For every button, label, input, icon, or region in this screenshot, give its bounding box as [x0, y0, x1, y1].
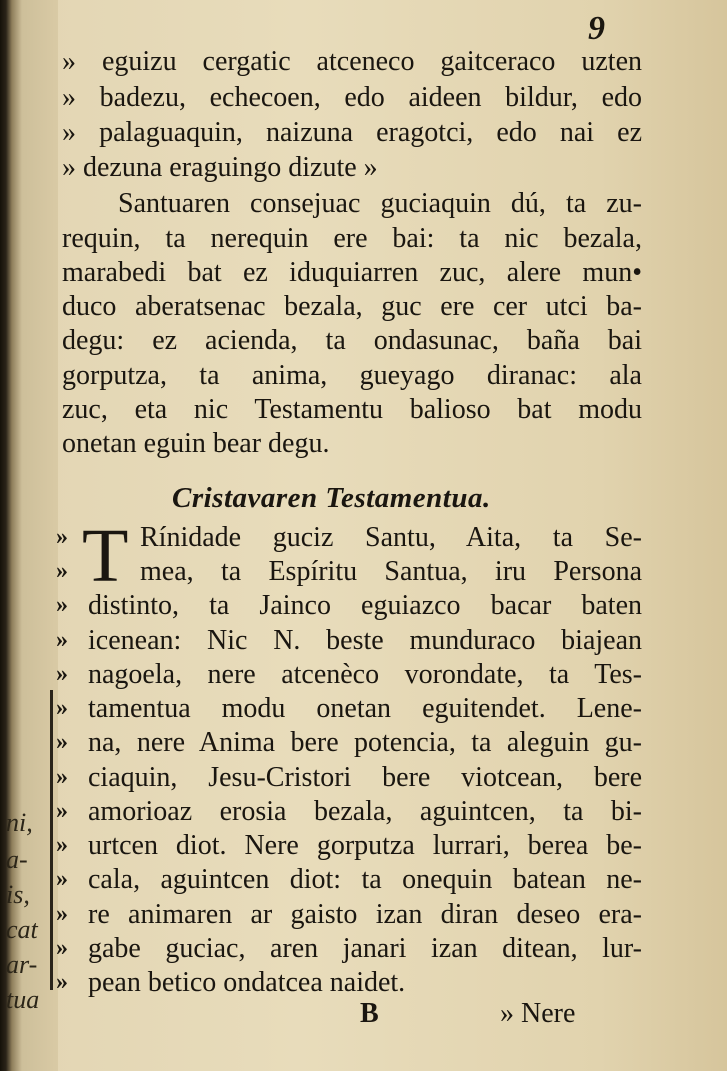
- testament-line: gabe guciac, aren janari izan ditean, lur-: [88, 933, 642, 964]
- paragraph-line: duco aberatsenac bezala, guc ere cer utci ba-: [62, 291, 642, 322]
- dropcap: T: [82, 514, 129, 598]
- testament-line: cala, aguintcen diot: ta onequin batean ne-: [88, 864, 642, 895]
- margin-fragment: ar-: [6, 950, 38, 979]
- intro-text: eguizu cergatic atceneco gaitceraco uzten: [101, 46, 643, 77]
- quote-mark: »: [56, 798, 68, 824]
- quote-mark: »: [56, 764, 68, 790]
- paragraph-line: gorputza, ta anima, gueyago diranac: ala: [62, 360, 642, 391]
- paragraph-line: degu: ez acienda, ta ondasunac, baña bai: [62, 325, 642, 356]
- testament-line: mea, ta Espíritu Santua, iru Persona: [140, 556, 642, 587]
- testament-line: icenean: Nic N. beste munduraco biajean: [88, 625, 642, 656]
- quote-mark: »: [56, 524, 68, 550]
- quote-mark: »: [62, 152, 76, 183]
- quote-mark: »: [62, 82, 76, 113]
- page-number: 9: [588, 10, 605, 47]
- quote-mark: »: [56, 901, 68, 927]
- paragraph-line: zuc, eta nic Testamentu balioso bat modu: [62, 394, 642, 425]
- quote-mark: »: [56, 729, 68, 755]
- intro-text: dezuna eraguingo dizute »: [83, 152, 378, 183]
- margin-fragment: ni,: [6, 808, 33, 837]
- quote-mark: »: [56, 661, 68, 687]
- intro-line: [62, 117, 642, 149]
- paragraph-line: Santuaren consejuac guciaquin dú, ta zu-: [118, 188, 642, 219]
- signature-mark: B: [360, 998, 379, 1029]
- quote-mark: »: [56, 969, 68, 995]
- testament-line: tamentua modu onetan eguitendet. Lene-: [88, 693, 642, 724]
- quote-mark: »: [56, 695, 68, 721]
- intro-text: badezu, echecoen, edo aideen bildur, edo: [99, 82, 642, 113]
- quote-mark: »: [56, 592, 68, 618]
- testament-line: amorioaz erosia bezala, aguintcen, ta bi-: [88, 796, 642, 827]
- testament-line: ciaquin, Jesu-Cristori bere viotcean, bere: [88, 762, 642, 793]
- testament-line: pean betico ondatcea naidet.: [88, 967, 406, 998]
- margin-fragment: a-: [6, 845, 28, 874]
- margin-fragment: is,: [6, 880, 30, 909]
- quote-mark: »: [62, 46, 76, 77]
- intro-text: palaguaquin, naizuna eragotci, edo nai ez: [99, 117, 643, 148]
- testament-line: na, nere Anima bere potencia, ta aleguin gu-: [88, 727, 642, 758]
- section-title: Cristavaren Testamentua.: [172, 482, 491, 514]
- paragraph-line: marabedi bat ez iduquiarren zuc, alere mun•: [62, 257, 642, 288]
- quote-mark: »: [62, 117, 76, 148]
- quote-mark: »: [56, 627, 68, 653]
- testament-line: nagoela, nere atcenèco vorondate, ta Tes-: [88, 659, 642, 690]
- testament-line: Rínidade guciz Santu, Aita, ta Se-: [140, 522, 642, 553]
- paragraph-line: onetan eguin bear degu.: [62, 428, 330, 459]
- quote-mark: »: [56, 866, 68, 892]
- intro-line: [62, 46, 642, 78]
- intro-line: [62, 82, 642, 114]
- margin-fragment: tua: [6, 985, 40, 1014]
- quote-mark: »: [56, 558, 68, 584]
- testament-line: distinto, ta Jainco eguiazco bacar baten: [88, 590, 642, 621]
- margin-fragment: cat: [6, 915, 38, 944]
- testament-line: urtcen diot. Nere gorputza lurrari, berea be-: [88, 830, 642, 861]
- paragraph-line: requin, ta nerequin ere bai: ta nic bezala,: [62, 223, 642, 254]
- quote-mark: »: [56, 935, 68, 961]
- gutter-rule: [50, 690, 53, 990]
- intro-line: [62, 152, 642, 184]
- quote-mark: »: [56, 832, 68, 858]
- catchword: » Nere: [500, 998, 576, 1029]
- testament-line: re animaren ar gaisto izan diran deseo era-: [88, 899, 642, 930]
